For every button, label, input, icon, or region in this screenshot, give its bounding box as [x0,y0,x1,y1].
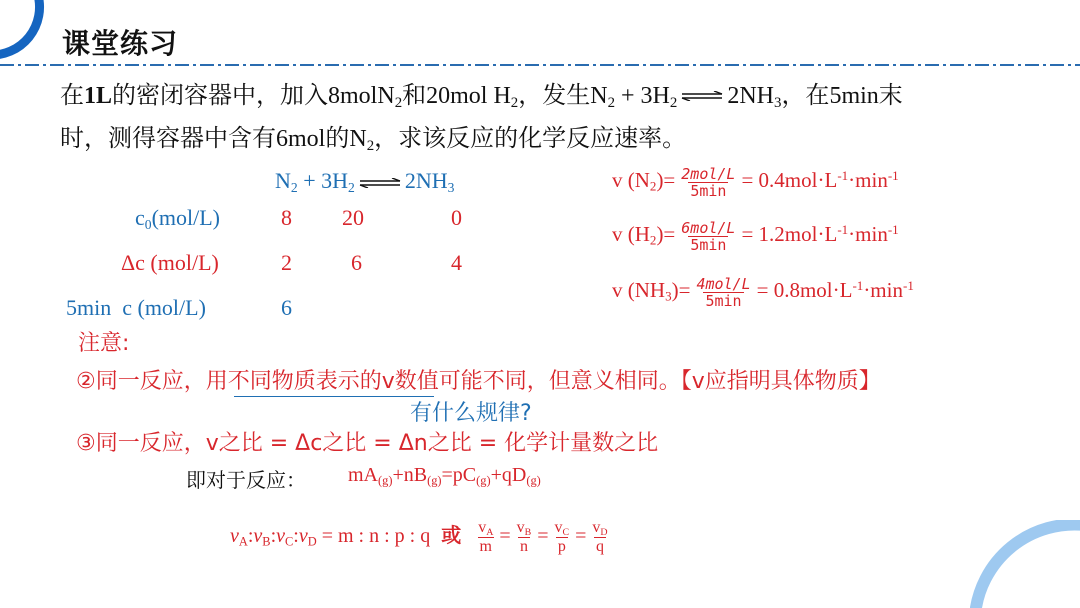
problem-line-2: 时，测得容器中含有6mol的$N_2$，求该反应的化学反应速率。 [60,124,687,155]
ratio-formula: $v_A:v_B:v_C:v_D = m$ : n : p : q 或 $\frac{v_A}{m}$ = $\frac{v_B}{n}$ = $\frac{v_C}{p}$ = $\frac{v_D}{q}$ [230,518,608,555]
row-dc-value-h2: 6 [351,250,362,275]
corner-arc-top-left [0,0,60,70]
row-dc-value-n2: 2 [281,250,292,275]
equilibrium-arrow-icon [680,91,724,101]
reaction-label: 即对于反应： [186,468,306,492]
row-c0-value-h2: 20 [342,205,364,230]
row-5min-label: 5min c (mol/L) [66,295,206,320]
row-5min-value-n2: 6 [281,295,292,320]
corner-arc-bottom-right [970,520,1080,608]
page-title: 课堂练习 [62,27,179,60]
rate-h2: v $(H_2)=$ $\frac{\text{6mol/L}}{5\min}$ = $1.2mol\cdot L^{-1}\cdot\min^{-1}$ [612,218,899,254]
note-3: ③同一反应，v之比 = Δc之比 = Δn之比 = 化学计量数之比 [76,431,659,456]
row-dc-label: Δc (mol/L) [121,250,219,275]
question-text: 有什么规律? [410,401,532,426]
rate-n2: v $(N_2)=$ $\frac{\text{2mol/L}}{5\min}$ = $0.4mol\cdot L^{-1}\cdot\min^{-1}$ [612,164,899,200]
attention-label: 注意: [78,331,130,356]
note-2-underline [234,396,434,397]
problem-line-1: 在1L的密闭容器中，加入8molN$_2$和20mol $H_2$，发生$N_2 + 3H_2$ $2NH_3$，在5min末 [60,81,903,112]
header-divider [0,63,1080,67]
rate-nh3: v $(NH_3)=$ $\frac{\text{4mol/L}}{5\min}$ = $0.8mol\cdot L^{-1}\cdot\min^{-1}$ [612,274,914,310]
equilibrium-arrow-icon [358,178,402,188]
row-c0-label: $c_0(mol/L)$ [135,205,221,232]
row-dc-value-nh3: 4 [451,250,462,275]
row-c0-value-nh3: 0 [451,205,462,230]
row-c0-value-n2: 8 [281,205,292,230]
general-reaction: $mA_{(g)}+nB_{(g)}=pC_{(g)}+qD_{(g)}$ [348,464,541,488]
table-equation: $N_2 + 3H_2$ $2NH_3$ [275,168,455,195]
note-2: ②同一反应，用不同物质表示的v数值可能不同，但意义相同。【v应指明具体物质】 [76,369,881,394]
